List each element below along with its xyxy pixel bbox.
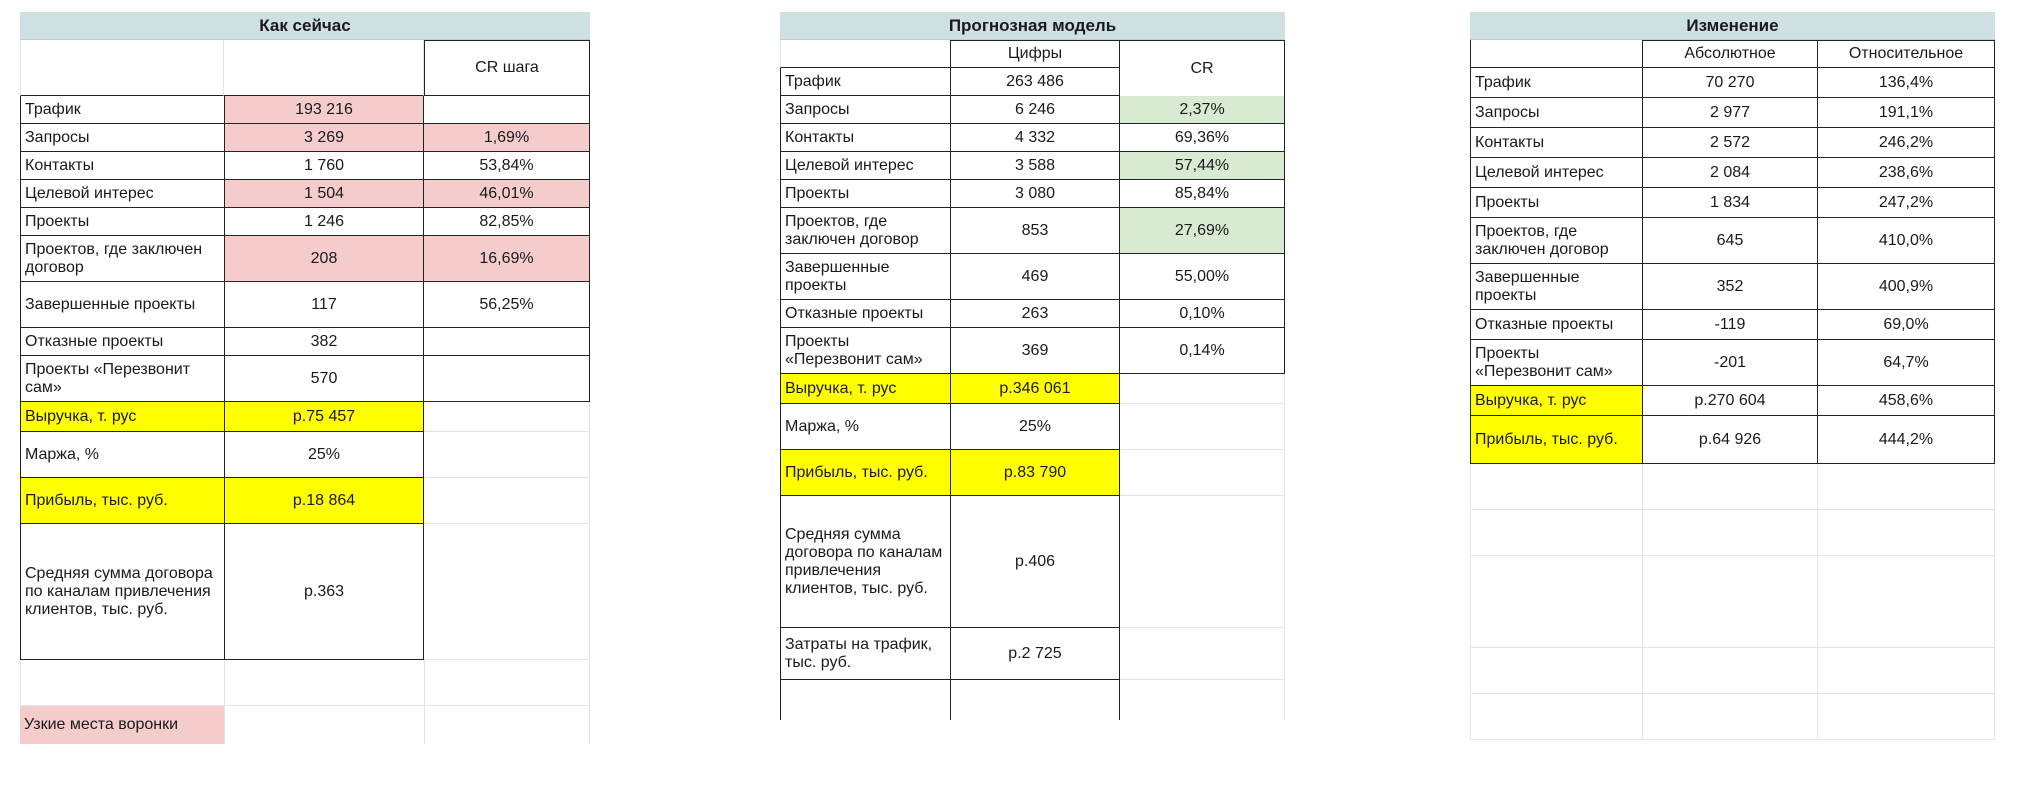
table-row — [1470, 556, 1995, 648]
row-absolute: 645 — [1642, 218, 1817, 264]
table-row — [780, 680, 1285, 720]
empty-cell — [1470, 510, 1642, 556]
traffic-costs-label: Затраты на трафик, тыс. руб. — [780, 628, 950, 680]
row-relative: 458,6% — [1817, 386, 1995, 416]
empty-cell — [1470, 648, 1642, 694]
table-current — [20, 12, 590, 744]
row-label: Трафик — [20, 96, 224, 124]
empty-cell — [1120, 450, 1285, 496]
row-value: 1 504 — [224, 180, 424, 208]
empty-cell — [424, 524, 590, 660]
table-row — [780, 628, 1285, 680]
table-row — [780, 254, 1285, 300]
table-row — [1470, 264, 1995, 310]
empty-cell — [224, 660, 424, 706]
row-value: 382 — [224, 328, 424, 356]
row-absolute: -119 — [1642, 310, 1817, 340]
empty-cell — [424, 432, 590, 478]
empty-cell — [1642, 510, 1817, 556]
column-header-relative: Относительное — [1817, 40, 1995, 68]
row-label: Отказные проекты — [780, 300, 950, 328]
row-absolute: 2 572 — [1642, 128, 1817, 158]
avg-contract-label: Средняя сумма договора по каналам привлечения клиентов, тыс. руб. — [20, 524, 224, 660]
row-value: 469 — [950, 254, 1120, 300]
empty-cell — [1120, 496, 1285, 628]
row-value: 570 — [224, 356, 424, 402]
avg-contract-value: р.363 — [224, 524, 424, 660]
table-row — [1470, 98, 1995, 128]
row-label: Завершенные проекты — [1470, 264, 1642, 310]
table-row — [780, 208, 1285, 254]
row-absolute: -201 — [1642, 340, 1817, 386]
table-row — [1470, 158, 1995, 188]
row-relative: 64,7% — [1817, 340, 1995, 386]
row-relative: 191,1% — [1817, 98, 1995, 128]
row-cr — [424, 328, 590, 356]
row-label: Целевой интерес — [20, 180, 224, 208]
table-row — [780, 328, 1285, 374]
row-label: Трафик — [780, 68, 950, 96]
margin-value: 25% — [224, 432, 424, 478]
row-label: Проектов, где заключен договор — [780, 208, 950, 254]
row-label: Контакты — [780, 124, 950, 152]
row-value: 1 246 — [224, 208, 424, 236]
empty-cell — [224, 706, 424, 744]
empty-cell — [1120, 680, 1285, 720]
row-label: Выручка, т. рус — [1470, 386, 1642, 416]
row-relative: 247,2% — [1817, 188, 1995, 218]
row-label: Проекты «Перезвонит сам» — [780, 328, 950, 374]
row-label: Контакты — [20, 152, 224, 180]
table-row — [780, 374, 1285, 404]
empty-cell — [1817, 694, 1995, 740]
table-row — [1470, 416, 1995, 464]
table-row — [20, 478, 590, 524]
table-row — [20, 208, 590, 236]
revenue-value: р.346 061 — [950, 374, 1120, 404]
row-label: Проекты — [780, 180, 950, 208]
row-relative: 410,0% — [1817, 218, 1995, 264]
table-row — [1470, 68, 1995, 98]
row-value: 117 — [224, 282, 424, 328]
table-row — [1470, 340, 1995, 386]
margin-label: Маржа, % — [20, 432, 224, 478]
row-label: Контакты — [1470, 128, 1642, 158]
row-value: 3 269 — [224, 124, 424, 152]
table-row — [20, 180, 590, 208]
column-header-absolute: Абсолютное — [1642, 40, 1817, 68]
row-value: 1 760 — [224, 152, 424, 180]
bottleneck-legend: Узкие места воронки — [20, 706, 224, 744]
row-label: Проекты — [20, 208, 224, 236]
empty-cell — [950, 680, 1120, 720]
row-value: 4 332 — [950, 124, 1120, 152]
empty-cell — [1470, 694, 1642, 740]
table-title: Как сейчас — [20, 12, 590, 40]
row-relative: 246,2% — [1817, 128, 1995, 158]
row-cr: 85,84% — [1120, 180, 1285, 208]
column-header-cr: CR шага — [424, 40, 590, 96]
row-relative: 238,6% — [1817, 158, 1995, 188]
empty-cell — [1470, 464, 1642, 510]
table-row — [20, 432, 590, 478]
row-label: Целевой интерес — [1470, 158, 1642, 188]
table-row — [20, 328, 590, 356]
profit-label: Прибыль, тыс. руб. — [20, 478, 224, 524]
profit-label: Прибыль, тыс. руб. — [780, 450, 950, 496]
table-row — [1470, 694, 1995, 740]
row-cr: 82,85% — [424, 208, 590, 236]
table-row — [20, 660, 590, 706]
row-label: Отказные проекты — [1470, 310, 1642, 340]
table-row — [780, 300, 1285, 328]
row-cr: 27,69% — [1120, 208, 1285, 254]
revenue-label: Выручка, т. рус — [780, 374, 950, 404]
row-label: Проекты — [1470, 188, 1642, 218]
table-row — [780, 96, 1285, 124]
table-row — [780, 450, 1285, 496]
table-row — [1470, 188, 1995, 218]
table-row — [1470, 218, 1995, 264]
empty-cell — [1817, 556, 1995, 648]
empty-cell — [1470, 556, 1642, 648]
empty-cell — [1642, 694, 1817, 740]
column-header-value: Цифры — [950, 40, 1120, 68]
row-label: Прибыль, тыс. руб. — [1470, 416, 1642, 464]
row-relative: 136,4% — [1817, 68, 1995, 98]
row-cr: 2,37% — [1120, 96, 1285, 124]
row-cr: 0,14% — [1120, 328, 1285, 374]
row-value: 369 — [950, 328, 1120, 374]
row-value: 3 080 — [950, 180, 1120, 208]
row-cr: 55,00% — [1120, 254, 1285, 300]
row-cr: 16,69% — [424, 236, 590, 282]
row-value: 3 588 — [950, 152, 1120, 180]
row-label: Отказные проекты — [20, 328, 224, 356]
row-value: 263 486 — [950, 68, 1120, 96]
row-absolute: 2 084 — [1642, 158, 1817, 188]
table-row — [20, 524, 590, 660]
empty-cell — [780, 680, 950, 720]
row-relative: 400,9% — [1817, 264, 1995, 310]
table-forecast — [780, 12, 1285, 720]
empty-cell — [20, 660, 224, 706]
empty-cell — [1817, 648, 1995, 694]
margin-value: 25% — [950, 404, 1120, 450]
row-value: 6 246 — [950, 96, 1120, 124]
empty-cell — [1120, 628, 1285, 680]
table-row — [780, 404, 1285, 450]
table-row — [1470, 310, 1995, 340]
empty-cell — [424, 478, 590, 524]
row-label: Проекты «Перезвонит сам» — [20, 356, 224, 402]
empty-cell — [1642, 556, 1817, 648]
row-cr: 69,36% — [1120, 124, 1285, 152]
avg-contract-label: Средняя сумма договора по каналам привлечения клиентов, тыс. руб. — [780, 496, 950, 628]
empty-cell — [1817, 464, 1995, 510]
revenue-label: Выручка, т. рус — [20, 402, 224, 432]
row-relative: 444,2% — [1817, 416, 1995, 464]
row-value: 263 — [950, 300, 1120, 328]
empty-cell — [424, 706, 590, 744]
row-value: 193 216 — [224, 96, 424, 124]
table-row — [20, 402, 590, 432]
row-label: Проектов, где заключен договор — [1470, 218, 1642, 264]
traffic-costs-value: р.2 725 — [950, 628, 1120, 680]
table-row — [780, 496, 1285, 628]
row-label: Трафик — [1470, 68, 1642, 98]
table-change — [1470, 12, 1995, 740]
row-label: Запросы — [20, 124, 224, 152]
profit-value: р.18 864 — [224, 478, 424, 524]
table-row — [1470, 464, 1995, 510]
table-row — [20, 96, 590, 124]
row-cr — [424, 356, 590, 402]
table-row — [1470, 648, 1995, 694]
row-absolute: 1 834 — [1642, 188, 1817, 218]
row-cr: 1,69% — [424, 124, 590, 152]
row-cr: 46,01% — [424, 180, 590, 208]
empty-cell — [424, 660, 590, 706]
row-absolute: р.270 604 — [1642, 386, 1817, 416]
table-row — [20, 356, 590, 402]
profit-value: р.83 790 — [950, 450, 1120, 496]
row-label: Завершенные проекты — [20, 282, 224, 328]
row-cr: 56,25% — [424, 282, 590, 328]
table-row — [780, 124, 1285, 152]
table-row — [20, 152, 590, 180]
row-label: Запросы — [1470, 98, 1642, 128]
table-row — [1470, 128, 1995, 158]
empty-cell — [1817, 510, 1995, 556]
row-value: 853 — [950, 208, 1120, 254]
table-row — [20, 706, 590, 744]
row-absolute: 70 270 — [1642, 68, 1817, 98]
row-value: 208 — [224, 236, 424, 282]
empty-cell — [424, 402, 590, 432]
row-absolute: 352 — [1642, 264, 1817, 310]
empty-cell — [1120, 404, 1285, 450]
row-relative: 69,0% — [1817, 310, 1995, 340]
row-absolute: 2 977 — [1642, 98, 1817, 128]
table-title: Изменение — [1470, 12, 1995, 40]
table-row — [20, 124, 590, 152]
table-title: Прогнозная модель — [780, 12, 1285, 40]
empty-cell — [1642, 464, 1817, 510]
row-label: Целевой интерес — [780, 152, 950, 180]
row-cr — [424, 96, 590, 124]
row-cr: 53,84% — [424, 152, 590, 180]
row-label: Запросы — [780, 96, 950, 124]
margin-label: Маржа, % — [780, 404, 950, 450]
table-row — [780, 180, 1285, 208]
revenue-value: р.75 457 — [224, 402, 424, 432]
table-row — [780, 152, 1285, 180]
table-row — [20, 282, 590, 328]
column-header-cr: CR — [1120, 40, 1285, 96]
empty-cell — [1642, 648, 1817, 694]
row-label: Проектов, где заключен договор — [20, 236, 224, 282]
row-cr: 57,44% — [1120, 152, 1285, 180]
row-label: Завершенные проекты — [780, 254, 950, 300]
table-row — [20, 236, 590, 282]
row-absolute: р.64 926 — [1642, 416, 1817, 464]
row-cr: 0,10% — [1120, 300, 1285, 328]
table-row — [1470, 386, 1995, 416]
avg-contract-value: р.406 — [950, 496, 1120, 628]
row-label: Проекты «Перезвонит сам» — [1470, 340, 1642, 386]
table-row — [1470, 510, 1995, 556]
empty-cell — [1120, 374, 1285, 404]
